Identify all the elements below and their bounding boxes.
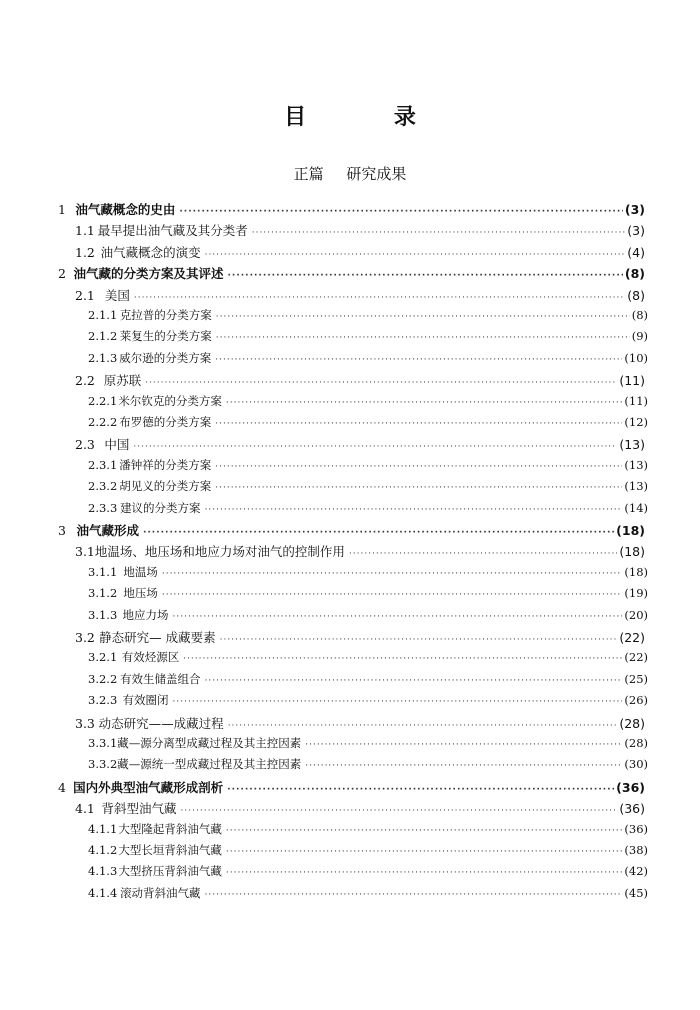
toc-entry-number: 3.1 — [75, 544, 95, 560]
toc-entry-number: 2.1 — [75, 287, 95, 303]
toc-entry-page: (22) — [619, 630, 645, 645]
dot-leader — [162, 569, 623, 579]
dot-leader — [162, 590, 623, 600]
dot-leader — [143, 528, 614, 538]
toc-entry-page: (13) — [619, 437, 645, 453]
toc-entry — [88, 821, 648, 841]
toc-entry-page: (28) — [619, 715, 645, 731]
toc-entry-page: (13) — [624, 457, 648, 472]
toc-entry-number: 3.2 — [75, 630, 95, 645]
toc-entry — [88, 307, 648, 327]
toc-entry-number: 3.3.1 — [88, 736, 118, 750]
toc-entry-title: 国内外典型油气藏形成剖析 — [73, 779, 224, 795]
toc-entry-number: 1.1 — [75, 223, 95, 239]
toc-entry — [88, 735, 648, 755]
dot-leader — [226, 868, 622, 878]
dot-leader — [216, 333, 630, 343]
toc-entry-page: (13) — [624, 479, 648, 494]
toc-entry-title: 地温场 — [123, 564, 158, 579]
toc-entry — [88, 863, 648, 883]
dot-leader — [145, 378, 617, 388]
toc-entry-number: 3.3 — [75, 715, 95, 731]
toc-entry-number: 4.1.1 — [88, 821, 118, 836]
dot-leader — [216, 312, 630, 322]
toc-entry — [88, 885, 648, 905]
toc-entry-number: 2 — [58, 266, 66, 282]
toc-entry-number: 2.3 — [75, 437, 95, 453]
toc-entry — [58, 521, 645, 541]
dot-leader — [305, 761, 622, 771]
toc-entry-number: 2.1.1 — [88, 308, 118, 322]
page-title: 目 录 — [284, 105, 456, 130]
dot-leader — [215, 355, 622, 365]
dot-leader — [181, 806, 618, 816]
toc-entry-number: 2.1.2 — [88, 329, 118, 344]
toc-entry-number: 4 — [58, 779, 66, 795]
toc-entry-page: (11) — [619, 373, 645, 389]
toc-entry-page: (12) — [624, 415, 648, 429]
toc-entry-number: 2.3.3 — [88, 500, 118, 515]
toc-entry — [75, 435, 645, 455]
dot-leader — [227, 785, 614, 795]
toc-entry-title: 有效生储盖组合 — [120, 671, 201, 686]
toc-entry-title: 有效烃源区 — [121, 650, 180, 665]
toc-entry-number: 3.2.3 — [88, 693, 118, 708]
toc-entry-number: 3 — [58, 523, 66, 538]
dot-leader — [228, 721, 618, 731]
toc-entry-title: 背斜型油气藏 — [101, 801, 177, 817]
dot-leader — [205, 250, 626, 260]
dot-leader — [220, 635, 618, 645]
toc-entry — [58, 778, 645, 798]
toc-entry-number: 4.1.3 — [88, 864, 118, 879]
part-name: 研究成果 — [346, 165, 407, 183]
toc-entry-title: 油气藏的分类方案及其评述 — [73, 266, 224, 282]
toc-entry-page: (8) — [627, 287, 645, 303]
toc-entry-number: 2.2.2 — [88, 415, 118, 429]
toc-entry-page: (14) — [624, 500, 648, 515]
toc-entry — [88, 671, 648, 691]
toc-entry-number: 2.2 — [75, 373, 95, 389]
toc-entry-title: 威尔逊的分类方案 — [119, 350, 212, 365]
toc-entry-number: 4.1.2 — [88, 843, 118, 857]
dot-leader — [252, 228, 626, 238]
toc-entry-page: (20) — [624, 607, 648, 622]
toc-entry-number: 2.1.3 — [88, 350, 118, 365]
dot-leader — [205, 676, 623, 686]
dot-leader — [305, 740, 622, 750]
toc-entry-title: 布罗德的分类方案 — [119, 415, 212, 429]
part-heading — [0, 163, 700, 184]
toc-entry — [75, 221, 645, 241]
toc-entry-title: 静态研究— 成藏要素 — [99, 630, 216, 645]
toc-entry-title: 大型长垣背斜油气藏 — [118, 843, 222, 857]
toc-entry-title: 动态研究——成藏过程 — [98, 715, 224, 731]
toc-entry — [58, 200, 645, 220]
toc-entry-title: 中国 — [104, 437, 130, 453]
dot-leader — [227, 271, 622, 281]
dot-leader — [183, 654, 622, 664]
dot-leader — [179, 207, 623, 217]
toc-entry-title: 大型挤压背斜油气藏 — [118, 864, 222, 879]
toc-entry-title: 米尔钦克的分类方案 — [118, 393, 222, 408]
toc-entry-page: (8) — [631, 308, 648, 322]
toc-entry — [75, 243, 645, 263]
toc-entry — [75, 799, 645, 819]
toc-entry-title: 有效圈闭 — [122, 693, 169, 708]
toc-entry-number: 4.1 — [75, 801, 95, 817]
toc-entry-number: 3.2.1 — [88, 650, 118, 665]
toc-entry-title: 油气藏概念的史由 — [75, 202, 176, 217]
toc-entry-title: 原苏联 — [103, 373, 142, 389]
toc-entry-page: (36) — [616, 779, 645, 795]
toc-entry-title: 最早提出油气藏及其分类者 — [97, 223, 248, 239]
toc-entry-page: (45) — [624, 885, 648, 900]
toc-entry — [88, 649, 648, 669]
toc-entry-page: (19) — [624, 586, 648, 601]
toc-entry-page: (3) — [627, 223, 645, 239]
dot-leader — [173, 697, 623, 707]
toc-entry-title: 潘钟祥的分类方案 — [119, 457, 212, 472]
toc-entry — [88, 500, 648, 520]
dot-leader — [134, 293, 625, 303]
toc-entry-title: 胡见义的分类方案 — [119, 479, 212, 494]
toc-entry — [88, 692, 648, 712]
toc-entry-number: 3.1.3 — [88, 607, 118, 622]
toc-entry-number: 1.2 — [75, 244, 95, 260]
toc-entry-page: (36) — [624, 821, 648, 836]
toc-entry-number: 1 — [58, 202, 66, 217]
dot-leader — [205, 890, 623, 900]
toc-entry-page: (18) — [624, 564, 648, 579]
toc-entry-title: 建议的分类方案 — [120, 500, 201, 515]
toc-entry — [88, 393, 648, 413]
dot-leader — [133, 442, 617, 452]
toc-entry-title: 藏—源分离型成藏过程及其主控因素 — [117, 736, 302, 750]
toc-entry-title: 油气藏形成 — [76, 523, 139, 538]
toc-entry-title: 莱复生的分类方案 — [119, 329, 212, 344]
toc-entry — [75, 714, 645, 734]
dot-leader — [205, 505, 623, 515]
dot-leader — [226, 847, 622, 857]
toc-entry — [75, 628, 645, 648]
toc-entry-page: (42) — [624, 864, 648, 879]
toc-entry-title: 滚动背斜油气藏 — [120, 885, 201, 900]
dot-leader — [226, 826, 622, 836]
dot-leader — [349, 549, 617, 559]
toc-entry — [88, 478, 648, 498]
toc-entry-page: (11) — [624, 393, 648, 408]
dot-leader — [226, 398, 622, 408]
toc-entry-title: 地应力场 — [122, 607, 169, 622]
toc-entry-page: (18) — [619, 544, 645, 560]
dot-leader — [215, 483, 622, 493]
toc-entry — [88, 350, 648, 370]
toc-entry-page: (22) — [624, 650, 648, 665]
toc-entry-title: 大型隆起背斜油气藏 — [118, 821, 222, 836]
toc-entry — [75, 286, 645, 306]
part-label: 正篇 — [293, 165, 324, 183]
toc-entry-number: 2.2.1 — [88, 393, 118, 408]
toc-entry-number: 4.1.4 — [88, 885, 118, 900]
toc-entry-page: (18) — [616, 523, 645, 538]
toc-entry-title: 藏—源统一型成藏过程及其主控因素 — [117, 757, 302, 772]
toc-entry-page: (10) — [624, 350, 648, 365]
toc-entry-title: 油气藏概念的演变 — [100, 244, 201, 260]
toc-entry-page: (30) — [624, 757, 648, 772]
toc-entry-page: (26) — [624, 693, 648, 708]
toc-entry — [88, 585, 648, 605]
toc-entry — [58, 264, 645, 284]
dot-leader — [215, 419, 622, 429]
toc-entry-number: 3.1.2 — [88, 586, 118, 601]
toc-entry — [88, 564, 648, 584]
toc-entry — [88, 842, 648, 862]
toc-entry-title: 地压场 — [123, 586, 158, 601]
toc-entry-number: 2.3.2 — [88, 479, 118, 494]
toc-entry-page: (3) — [624, 202, 645, 217]
toc-entry — [88, 756, 648, 776]
toc-entry — [75, 542, 645, 562]
toc-entry-page: (28) — [624, 736, 648, 750]
toc-entry-title: 美国 — [104, 287, 130, 303]
toc-entry-page: (8) — [624, 266, 645, 282]
toc-entry — [88, 414, 648, 434]
toc-entry-number: 2.3.1 — [88, 457, 118, 472]
toc-entry — [75, 371, 645, 391]
toc-entry-number: 3.3.2 — [88, 757, 118, 772]
dot-leader — [173, 612, 623, 622]
toc-entry-page: (36) — [619, 801, 645, 817]
toc-entry-number: 3.2.2 — [88, 671, 118, 686]
dot-leader — [215, 462, 622, 472]
toc-entry-page: (25) — [624, 671, 648, 686]
toc-entry — [88, 607, 648, 627]
toc-entry-title: 克拉普的分类方案 — [119, 308, 212, 322]
toc-entry-page: (38) — [624, 843, 648, 857]
toc-entry — [88, 328, 648, 348]
toc-entry-page: (9) — [631, 329, 648, 344]
toc-entry — [88, 457, 648, 477]
toc-entry-page: (4) — [627, 244, 645, 260]
toc-entry-number: 3.1.1 — [88, 564, 118, 579]
toc-entry-title: 地温场、地压场和地应力场对油气的控制作用 — [94, 544, 345, 560]
